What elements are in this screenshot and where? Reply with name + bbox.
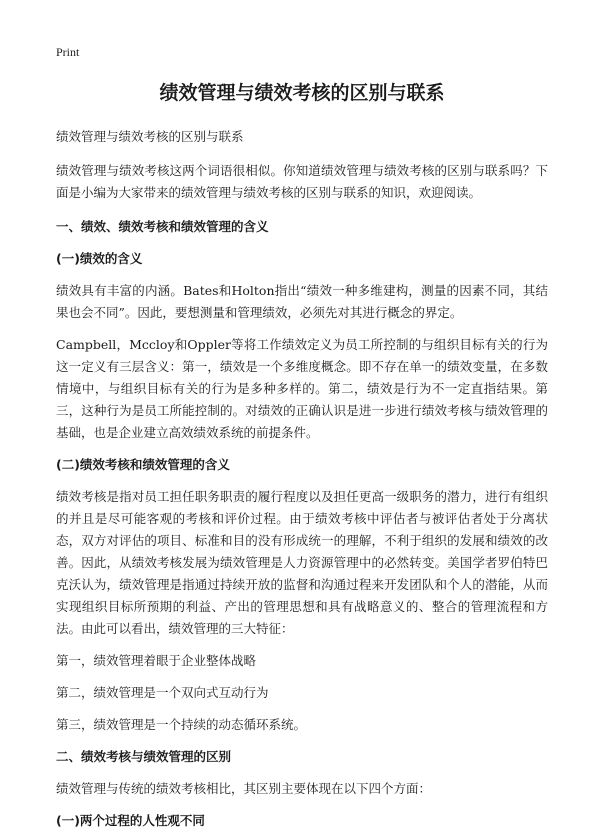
subsection-heading-1-1: (一)绩效的含义 [56, 251, 143, 266]
paragraph-performance-meaning: 绩效具有丰富的内涵。Bates和Holton指出“绩效一种多维建构，测量的因素不同，其结果也会不同”。因此，要想测量和管理绩效，必须先对其进行概念的界定。 [56, 283, 548, 320]
paragraph-differences-intro: 绩效管理与传统的绩效考核相比，其区别主要体现在以下四个方面： [56, 781, 432, 796]
paragraph-appraisal-definition: 绩效考核是指对员工担任职务职责的履行程度以及担任更高一级职务的潜力，进行有组织的并且是尽可能客观的考核和评价过程。由于绩效考核中评估者与被评估者处于分离状态，双方对评估的项目、标准和目的没有形成统一的理解，不利于组织的发展和绩效的改善。因此，从绩效考核发展为绩效管理是人力资源管理中的必然转变。美国学者罗伯特巴克沃认为，绩效管理是指通过持续开放的监督和沟通过程来开发团队和个人的潜能，从而实现组织目标所预期的利益、产出的管理思想和具有战略意义的、整合的管理流程和方法。由此可以看出，绩效管理的三大特征： [56, 489, 548, 636]
subsection-heading-2-1: (一)两个过程的人性观不同 [56, 813, 205, 828]
section-heading-2: 二、绩效考核与绩效管理的区别 [56, 749, 232, 764]
print-link[interactable]: Print [56, 45, 80, 59]
page-title: 绩效管理与绩效考核的区别与联系 [159, 82, 445, 104]
document-subtitle: 绩效管理与绩效考核的区别与联系 [56, 129, 244, 144]
section-heading-1: 一、绩效、绩效考核和绩效管理的含义 [56, 219, 269, 234]
feature-item-2: 第二，绩效管理是一个双向式互动行为 [56, 685, 269, 700]
intro-paragraph: 绩效管理与绩效考核这两个词语很相似。你知道绩效管理与绩效考核的区别与联系吗？下面是小编为大家带来的绩效管理与绩效考核的区别与联系的知识，欢迎阅读。 [56, 163, 548, 200]
paragraph-campbell-definition: Campbell，Mccloy和Oppler等将工作绩效定义为员工所控制的与组织目标有关的行为这一定义有三层含义：第一，绩效是一个多维度概念。即不存在单一的绩效变量，在多数情境中，与组织目标有关的行为是多种多样的。第二，绩效是行为不一定直指结果。第三，这种行为是员工所能控制的。对绩效的正确认识是进一步进行绩效考核与绩效管理的基础，也是企业建立高效绩效系统的前提条件。 [56, 337, 548, 440]
feature-item-1: 第一，绩效管理着眼于企业整体战略 [56, 653, 257, 668]
feature-item-3: 第三，绩效管理是一个持续的动态循环系统。 [56, 717, 307, 732]
subsection-heading-1-2: (二)绩效考核和绩效管理的含义 [56, 457, 230, 472]
